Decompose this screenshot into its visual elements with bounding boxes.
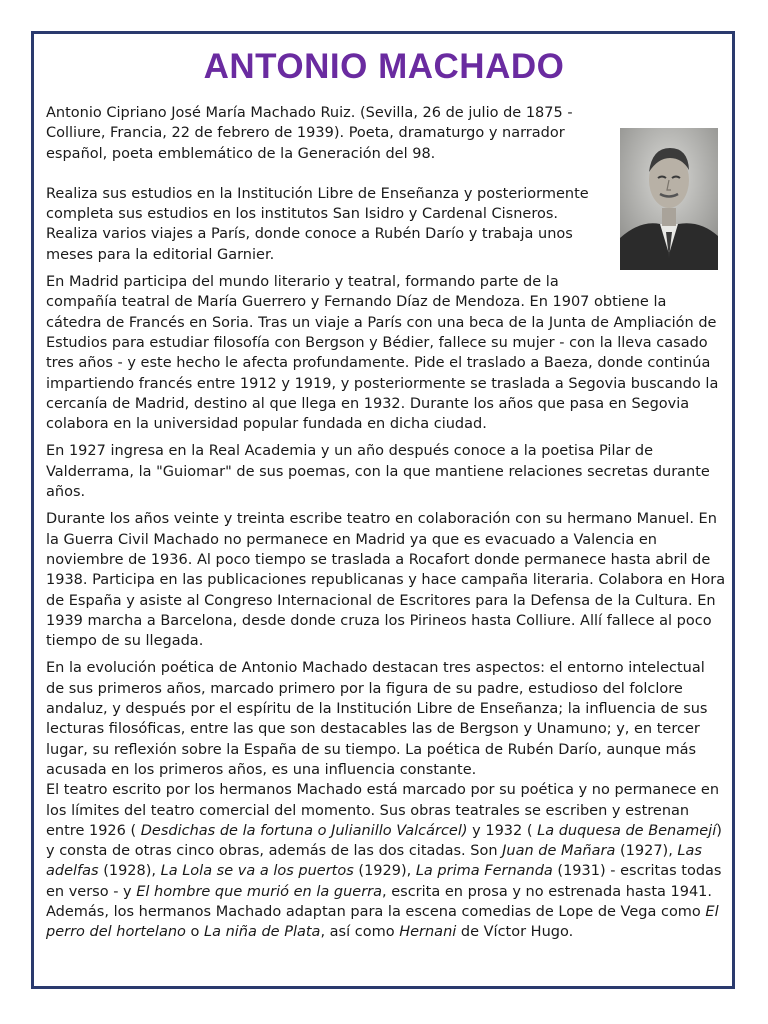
work-title: El perro del hortelano xyxy=(46,903,719,941)
page-title: ANTONIO MACHADO xyxy=(203,47,565,86)
paragraph-studies: Realiza sus estudios en la Institución Libre de Enseñanza y posteriormente completa sus estudios en los institutos San Isidro y Cardenal Cisneros. Realiza varios viajes a París, donde conoce a Rubén Darío y trabaja unos meses para la editorial Garnier. xyxy=(46,185,589,263)
work-title: La prima Fernanda xyxy=(415,863,553,880)
work-title: Hernani xyxy=(399,924,457,941)
paragraph-civil-war: Durante los años veinte y treinta escribe teatro en colaboración con su hermano Manuel. En la Guerra Civil Machado no permanece en Madrid ya que es evacuado a Valencia en noviembre de 1936. Al poco tiempo se traslada a Rocafort donde permanece hasta abril de 1938. Participa en las publicaciones republicanas y hace campaña literaria. Colabora en Hora de España y asiste al Congreso Internacional de Escritores para la Defensa de la Cultura. En 1939 marcha a Barcelona, desde donde cruza los Pirineos hasta Colliure. Allí fallece al poco tiempo de su llegada. xyxy=(46,511,726,650)
paragraph-intro: Antonio Cipriano José María Machado Ruiz. (Sevilla, 26 de julio de 1875 - Colliure, Francia, 22 de febrero de 1939). Poeta, dramaturgo y narrador español, poeta emblemático de la Generación del 98. xyxy=(46,105,573,162)
work-title: Desdichas de la fortuna o Julianillo Valcárcel) xyxy=(140,822,468,839)
work-title: El hombre que murió en la guerra xyxy=(136,883,383,900)
work-title: La duquesa de Benamejí xyxy=(537,822,717,839)
paragraph-academy: En 1927 ingresa en la Real Academia y un año después conoce a la poetisa Pilar de Valderrama, la "Guiomar" de sus poemas, con la que mantiene relaciones secretas durante años. xyxy=(46,443,710,501)
portrait-photo xyxy=(620,128,718,270)
text-run: (1928), xyxy=(98,863,161,880)
paragraph-madrid: En Madrid participa del mundo literario y teatral, formando parte de la compañía teatral de María Guerrero y Fernando Díaz de Mendoza. En 1907 obtiene la cátedra de Francés en Soria. Tras un viaje a París con una beca de la Junta de Ampliación de Estudios para estudiar filosofía con Bergson y Bédier, fallece su mujer - con la lleva casado tres años - y este hecho le afecta profundamente. Pide el traslado a Baeza, donde continúa impartiendo francés entre 1912 y 1919, y posteriormente se traslada a Segovia buscando la cercanía de Madrid, destino al que llega en 1932. Durante los años que pasa en Segovia colabora en la universidad popular fundada en dicha ciudad. xyxy=(46,274,719,433)
work-title: La niña de Plata xyxy=(204,924,321,941)
document-body xyxy=(46,103,726,943)
text-run: (1927), xyxy=(615,843,678,860)
text-run: y 1932 ( xyxy=(467,822,538,839)
paragraph-poetics: En la evolución poética de Antonio Machado destacan tres aspectos: el entorno intelectual de sus primeros años, marcado primero por la figura de su padre, estudioso del folclore andaluz, y después por el espíritu de la Institución Libre de Enseñanza; la influencia de sus lecturas filosóficas, entre las que son destacables las de Bergson y Unamuno; y, en tercer lugar, su reflexión sobre la España de su tiempo. La poética de Rubén Darío, aunque más acusada en los primeros años, es una influencia constante. xyxy=(46,660,708,778)
text-run: El teatro escrito por los hermanos Machado está marcado por su poética y no permanece en los límites del teatro comercial del momento. Sus obras teatrales se escriben y estrenan entre 1926 ( xyxy=(46,782,720,839)
paragraph-theatre xyxy=(46,780,726,942)
text-run: , así como xyxy=(320,924,400,941)
portrait-image xyxy=(620,128,718,270)
work-title: Las adelfas xyxy=(46,843,702,880)
text-run: de Víctor Hugo. xyxy=(456,924,574,941)
text-run: ) y consta de otras cinco obras, además de las dos citadas. Son xyxy=(46,822,722,860)
work-title: Juan de Mañara xyxy=(502,843,616,860)
text-run: (1931) - escritas todas en verso - y xyxy=(46,863,722,900)
work-title: La Lola se va a los puertos xyxy=(160,863,354,880)
text-run: o xyxy=(185,924,204,941)
text-run: (1929), xyxy=(353,863,416,880)
text-run: , escrita en prosa y no estrenada hasta 1941. Además, los hermanos Machado adaptan para la escena comedias de Lope de Vega como xyxy=(46,883,713,920)
